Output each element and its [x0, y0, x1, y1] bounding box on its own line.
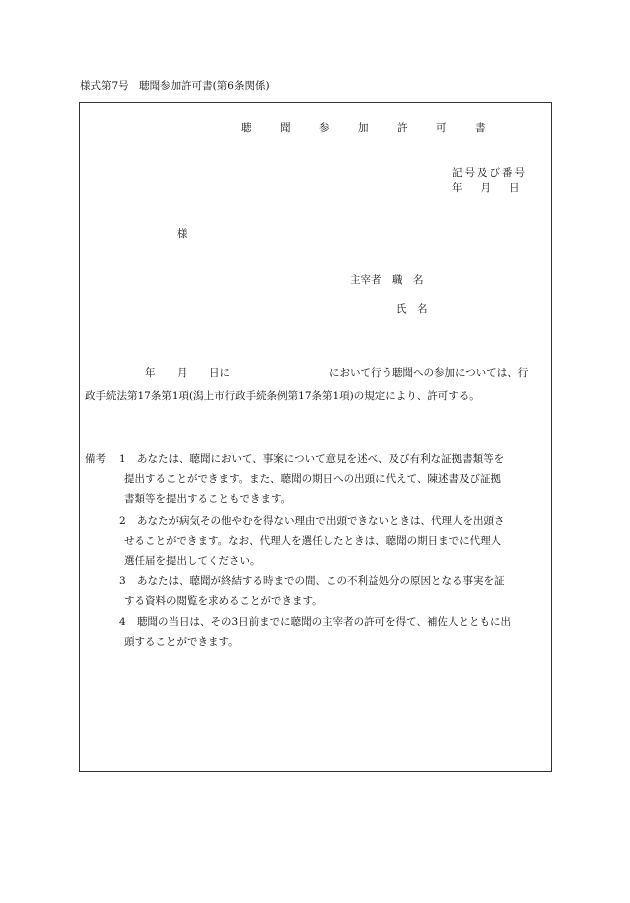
- host-name-label: 氏 名: [396, 303, 428, 315]
- recipient-honorific: 様: [177, 228, 188, 240]
- form-caption: 様式第7号 聴聞参加許可書(第6条関係): [80, 80, 270, 92]
- note-line: あなたは、聴聞が終結する時までの間、この不利益処分の原因となる事実を証: [137, 575, 505, 587]
- body-line1-rest: において行う聴聞への参加については、行: [329, 367, 529, 379]
- note-line: する資料の閲覧を求めることができます。: [124, 595, 323, 607]
- note-number: 1: [119, 453, 126, 465]
- note-line: あなたが病気その他やむを得ない理由で出頭できないときは、代理人を出頭さ: [137, 515, 505, 527]
- issue-date: [452, 181, 520, 195]
- form-title: 聴 聞 参 加 許 可 書: [241, 122, 495, 134]
- note-line: 提出することができます。また、聴聞の期日への出頭に代えて、陳述書及び証拠: [124, 473, 501, 485]
- note-number: 4: [119, 616, 126, 628]
- body-day-label: 日に: [209, 367, 230, 379]
- date-month-label: 月: [480, 182, 491, 194]
- note-number: 2: [119, 515, 126, 527]
- body-month-label: 月: [177, 367, 188, 379]
- note-line: 書類等を提出することもできます。: [124, 493, 292, 505]
- note-number: 3: [119, 575, 126, 587]
- host-position-label: 主宰者 職 名: [350, 274, 424, 286]
- body-line2: 政手続法第17条第1項(潟上市行政手続条例第17条第1項)の規定により、許可する。: [85, 390, 480, 402]
- date-year-label: 年: [452, 182, 463, 194]
- note-line: あなたは、聴聞において、事案について意見を述べ、及び有利な証拠書類等を: [137, 453, 505, 465]
- form-frame: [79, 102, 552, 772]
- note-line: 頭することができます。: [124, 636, 239, 648]
- notes-label: 備考: [85, 453, 106, 465]
- record-number-label: 記号及び番号: [452, 167, 527, 179]
- note-line: 選任届を提出してください。: [124, 555, 261, 567]
- note-line: せることができます。なお、代理人を選任したときは、聴聞の期日までに代理人: [124, 535, 502, 547]
- note-line: 聴聞の当日は、その3日前までに聴聞の主宰者の許可を得て、補佐人とともに出: [137, 616, 511, 628]
- date-day-label: 日: [509, 182, 520, 194]
- body-year-label: 年: [145, 367, 156, 379]
